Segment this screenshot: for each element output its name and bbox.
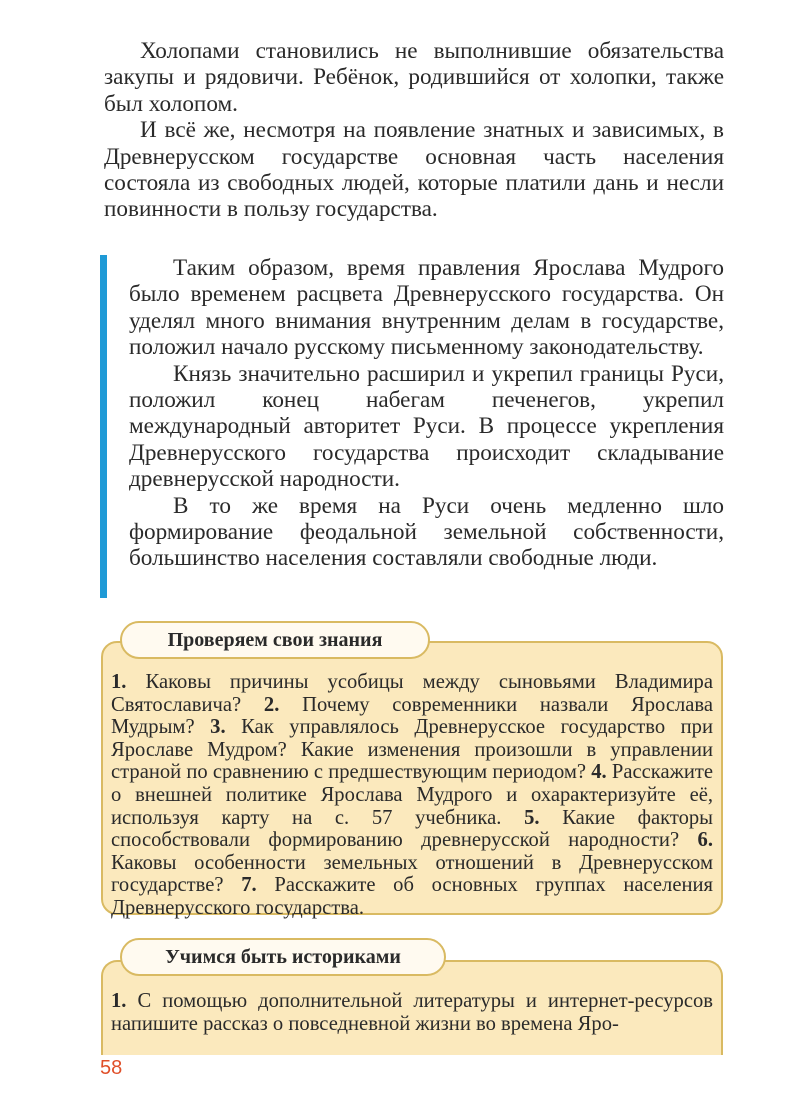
question-text: Почему современники назвали Ярослава Мудрым?: [111, 693, 713, 739]
summary-accent-bar: [100, 255, 107, 598]
check-knowledge-title: Проверяем свои знания: [120, 621, 430, 659]
paragraph: И всё же, несмотря на появление знатных и зависимых, в Древнерусском государстве основная часть населения состояла из свободных людей, которые платили дань и несли повинности в пользу государства.: [104, 117, 724, 223]
question-text: С помощью дополнительной литературы и интернет-ресурсов напишите рассказ о повседневной жизни во времена Яро-: [111, 990, 713, 1035]
question-number: 3.: [210, 716, 226, 739]
summary-paragraph: Таким образом, время правления Ярослава Мудрого было временем расцвета Древнерусского государства. Он уделял много внимания внутренним делам в государстве, положил начало русскому письменному законодательству.: [129, 255, 724, 361]
question-number: 1.: [111, 671, 127, 693]
question-number: 5.: [524, 806, 540, 829]
summary-text: [129, 255, 724, 572]
check-knowledge-questions: [111, 671, 713, 920]
question-text: Какие факторы способствовали формированию древнерусской народности?: [111, 806, 713, 852]
summary-paragraph: В то же время на Руси очень медленно шло формирование феодальной земельной собственности, большинство населения составляли свободные люди.: [129, 492, 724, 572]
question-number: 4.: [591, 761, 607, 784]
historians-questions: [111, 990, 713, 1035]
summary-paragraph: Князь значительно расширил и укрепил границы Руси, положил конец набегам печенегов, укрепил международный авторитет Руси. В процессе укрепления Древнерусского государства происходит складывание древнерусской народности.: [129, 360, 724, 493]
main-text: [104, 38, 724, 223]
question-number: 7.: [241, 874, 257, 897]
check-knowledge-box: [101, 641, 723, 919]
question-text: Расскажите об основных группах населения Древнерусского государства.: [111, 874, 713, 919]
question-number: 1.: [111, 990, 127, 1012]
question-number: 6.: [697, 829, 713, 852]
question-number: 2.: [263, 693, 280, 716]
summary-block: [100, 255, 724, 598]
question-text: Каковы особенности земельных отношений в Древнерусском государстве?: [111, 851, 713, 897]
question-text: Как управлялось Древнерусское государство при Ярославе Мудром? Какие изменения произошли в управлении страной по сравнению с предшествующим периодом?: [111, 716, 713, 784]
page-number: 58: [100, 1057, 123, 1079]
question-text: Расскажите о внешней политике Ярослава Мудрого и охарактеризуйте её, используя карту на с. 57 учебника.: [111, 761, 713, 829]
question-text: Каковы причины усобицы между сыновьями Владимира Святославича?: [111, 671, 713, 716]
paragraph: Холопами становились не выполнившие обязательства закупы и рядовичи. Ребёнок, родившийся от холопки, также был холопом.: [104, 38, 724, 117]
historians-title: Учимся быть историками: [120, 938, 446, 976]
